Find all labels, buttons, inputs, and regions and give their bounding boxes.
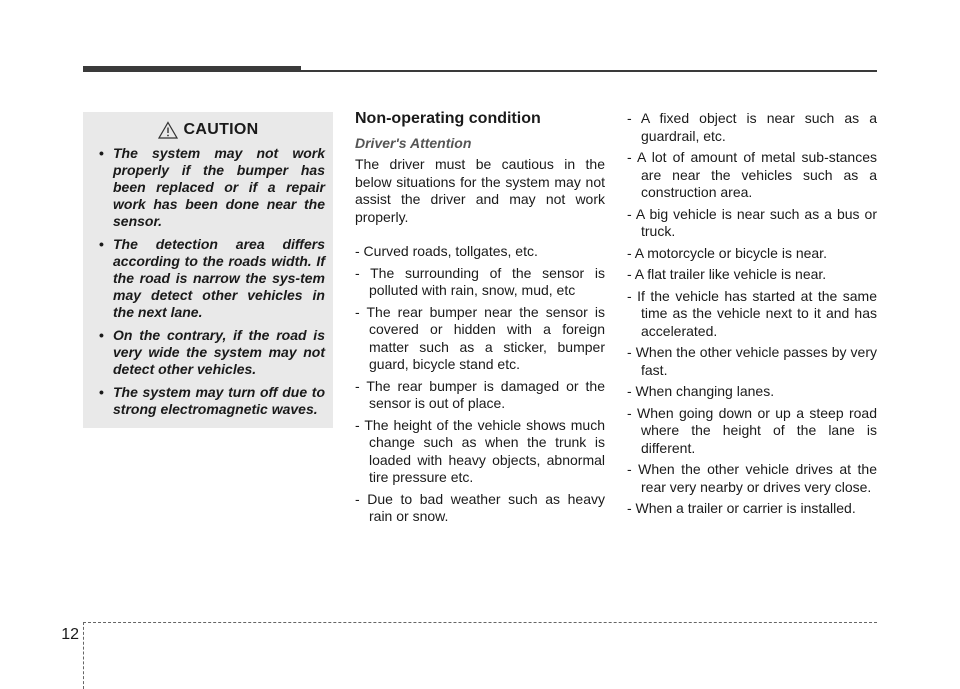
warning-triangle-icon bbox=[158, 121, 178, 139]
caution-list bbox=[91, 145, 325, 418]
condition-item: - When the other vehicle passes by very fast. bbox=[627, 344, 877, 378]
condition-item: - When a trailer or carrier is installed. bbox=[627, 500, 856, 516]
condition-item: - Curved roads, tollgates, etc. bbox=[355, 243, 538, 259]
condition-list-right bbox=[627, 110, 877, 518]
caution-item: • On the contrary, if the road is very wide the system may not detect other vehicles. bbox=[91, 327, 325, 378]
header-rule bbox=[83, 70, 877, 72]
condition-item: - If the vehicle has started at the same time as the vehicle next to it and has accelerated. bbox=[627, 287, 877, 339]
caution-item: • The system may not work properly if the bumper has been replaced or if a repair work has been done near the sensor. bbox=[91, 145, 325, 230]
column-middle bbox=[355, 110, 605, 530]
condition-item: - The rear bumper near the sensor is covered or hidden with a foreign matter such as a sticker, bumper guard, bicycle stand etc. bbox=[355, 303, 605, 372]
caution-item: • The detection area differs according to the roads width. If the road is narrow the sys-tem may detect other vehicles in the next lane. bbox=[91, 236, 325, 321]
condition-item: - A flat trailer like vehicle is near. bbox=[627, 266, 827, 282]
condition-item: - The height of the vehicle shows much change such as when the trunk is loaded with heavy objects, abnormal tire pressure etc. bbox=[355, 416, 605, 485]
condition-item: - When going down or up a steep road where the height of the lane is different. bbox=[627, 404, 877, 456]
condition-item: - The rear bumper is damaged or the sensor is out of place. bbox=[355, 377, 605, 411]
page-number: 12 bbox=[61, 626, 79, 643]
condition-item: - When changing lanes. bbox=[627, 383, 775, 399]
intro-paragraph: The driver must be cautious in the below situations for the system may not assist the driver and may not work properly. bbox=[355, 156, 605, 225]
caution-title: CAUTION bbox=[183, 121, 259, 138]
column-right bbox=[627, 110, 877, 522]
caution-box bbox=[83, 112, 333, 428]
condition-item: - The surrounding of the sensor is polluted with rain, snow, mud, etc bbox=[355, 264, 605, 298]
section-subtitle: Driver's Attention bbox=[355, 135, 472, 151]
caution-item: • The system may turn off due to strong electromagnetic waves. bbox=[91, 384, 325, 418]
footer-rule bbox=[83, 622, 877, 623]
condition-item: - Due to bad weather such as heavy rain or snow. bbox=[355, 490, 605, 524]
condition-list-middle bbox=[355, 243, 605, 526]
footer-divider bbox=[83, 622, 84, 689]
condition-item: - A fixed object is near such as a guardrail, etc. bbox=[627, 110, 877, 144]
condition-item: - A lot of amount of metal sub-stances are near the vehicles such as a construction area. bbox=[627, 149, 877, 200]
condition-item: - When the other vehicle drives at the rear very nearby or drives very close. bbox=[627, 461, 877, 495]
section-title: Non-operating condition bbox=[355, 110, 541, 127]
condition-item: - A motorcycle or bicycle is near. bbox=[627, 244, 827, 261]
caution-header bbox=[91, 121, 325, 139]
condition-item: - A big vehicle is near such as a bus or truck. bbox=[627, 205, 877, 239]
